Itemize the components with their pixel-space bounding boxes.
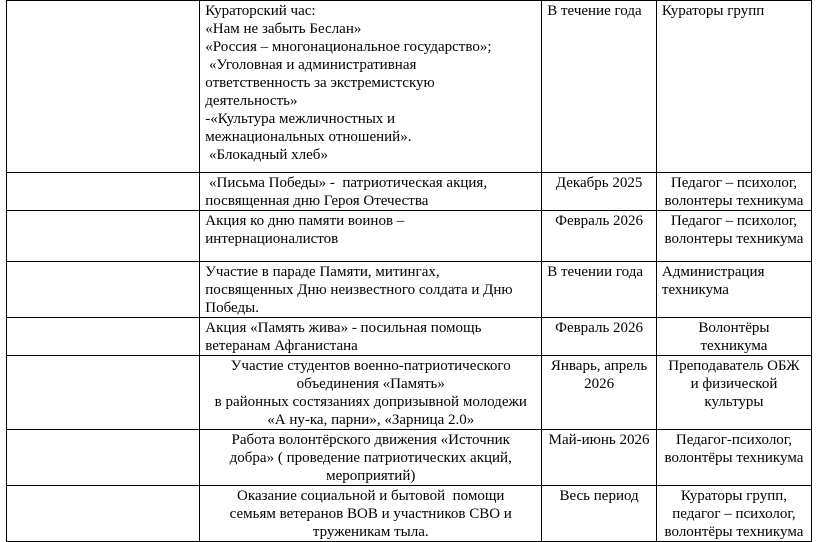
- number-cell: [7, 486, 200, 542]
- event-line: ответственность за экстремистскую: [205, 75, 435, 91]
- date-line: В течении года: [547, 264, 643, 280]
- event-line: Акция ко дню памяти воинов –: [205, 213, 405, 229]
- table-row: [7, 318, 812, 356]
- responsible-line: Педагог-психолог,: [675, 432, 793, 448]
- event-line: Участие в параде Памяти, митингах,: [205, 264, 440, 280]
- date-line: Февраль 2026: [555, 213, 644, 229]
- responsible-cell: [656, 430, 811, 486]
- event-line: ветеранам Афганистана: [205, 338, 358, 354]
- date-line: Декабрь 2025: [555, 175, 643, 191]
- date-cell: [542, 262, 657, 318]
- event-line: «Письма Победы» - патриотическая акция,: [205, 175, 488, 191]
- table-row: [7, 1, 812, 173]
- number-cell: [7, 356, 200, 430]
- event-line: «Нам не забыть Беслан»: [205, 21, 362, 37]
- event-line: Акция «Память жива» - посильная помощь: [205, 320, 482, 336]
- event-line: мероприятий): [326, 468, 416, 484]
- responsible-line: волонтёры техникума: [664, 450, 804, 466]
- responsible-line: Кураторы групп,: [680, 488, 787, 504]
- event-line: труженикам тыла.: [312, 524, 429, 540]
- responsible-line: и физической: [690, 376, 778, 392]
- event-line: объединения «Память»: [296, 376, 445, 392]
- responsible-cell: [656, 356, 811, 430]
- event-cell: [200, 173, 542, 211]
- event-line: Участие студентов военно-патриотического: [230, 358, 511, 374]
- event-line: в районных состязаниях допризывной молодежи: [214, 394, 527, 410]
- date-line: 2026: [584, 376, 615, 392]
- responsible-line: Волонтёры: [698, 320, 770, 336]
- date-cell: [542, 1, 657, 173]
- event-cell: [200, 262, 542, 318]
- responsible-cell: [656, 1, 811, 173]
- event-line: Победы.: [205, 300, 259, 316]
- date-line: Январь, апрель: [550, 358, 648, 374]
- number-cell: [7, 318, 200, 356]
- table-row: [7, 262, 812, 318]
- date-cell: [542, 486, 657, 542]
- event-line: добра» ( проведение патриотических акций,: [229, 450, 512, 466]
- event-cell: [200, 211, 542, 262]
- table-row: [7, 430, 812, 486]
- number-cell: [7, 173, 200, 211]
- responsible-cell: [656, 211, 811, 262]
- table-row: [7, 173, 812, 211]
- table-row: [7, 356, 812, 430]
- responsible-cell: [656, 318, 811, 356]
- responsible-cell: [656, 262, 811, 318]
- responsible-cell: [656, 173, 811, 211]
- event-line: межнациональных отношений».: [205, 129, 412, 145]
- number-cell: [7, 262, 200, 318]
- event-cell: [200, 430, 542, 486]
- event-cell: [200, 1, 542, 173]
- number-cell: [7, 1, 200, 173]
- event-line: Работа волонтёрского движения «Источник: [231, 432, 510, 448]
- event-line: «Уголовная и административная: [205, 57, 417, 73]
- date-line: В течение года: [547, 3, 642, 19]
- event-line: «Россия – многонациональное государство»;: [205, 39, 492, 55]
- responsible-line: техникума: [700, 338, 768, 354]
- responsible-line: Кураторы групп: [661, 3, 765, 19]
- number-cell: [7, 430, 200, 486]
- responsible-line: волонтёры техникума: [664, 524, 804, 540]
- responsible-line: Преподаватель ОБЖ: [668, 358, 800, 374]
- event-line: интернационалистов: [205, 231, 339, 247]
- responsible-line: волонтеры техникума: [664, 231, 804, 247]
- table-row: [7, 486, 812, 542]
- event-line: Кураторский час:: [205, 3, 316, 19]
- table-row: [7, 211, 812, 262]
- responsible-line: Педагог – психолог,: [670, 213, 798, 229]
- event-line: посвященных Дню неизвестного солдата и Дню: [205, 282, 513, 298]
- date-cell: [542, 356, 657, 430]
- event-line: семьям ветеранов ВОВ и участников СВО и: [229, 506, 512, 522]
- event-line: Оказание социальной и бытовой помощи: [237, 488, 505, 504]
- events-plan-table: [6, 0, 812, 542]
- date-cell: [542, 318, 657, 356]
- date-line: Февраль 2026: [555, 320, 644, 336]
- responsible-line: культуры: [704, 394, 764, 410]
- event-line: «А ну-ка, парни», «Зарница 2.0»: [267, 412, 475, 428]
- responsible-line: Администрация: [661, 264, 765, 280]
- event-line: посвященная дню Героя Отечества: [205, 193, 429, 209]
- responsible-cell: [656, 486, 811, 542]
- date-cell: [542, 173, 657, 211]
- responsible-line: педагог – психолог,: [672, 506, 796, 522]
- event-cell: [200, 486, 542, 542]
- event-line: -«Культура межличностных и: [205, 111, 396, 127]
- responsible-line: техникума: [661, 282, 729, 298]
- date-cell: [542, 211, 657, 262]
- responsible-line: Педагог – психолог,: [670, 175, 798, 191]
- event-line: «Блокадный хлеб»: [205, 147, 328, 163]
- responsible-line: волонтеры техникума: [664, 193, 804, 209]
- date-cell: [542, 430, 657, 486]
- date-line: Весь период: [559, 488, 639, 504]
- number-cell: [7, 211, 200, 262]
- date-line: Май-июнь 2026: [548, 432, 650, 448]
- event-cell: [200, 356, 542, 430]
- event-line: деятельность»: [205, 93, 298, 109]
- event-cell: [200, 318, 542, 356]
